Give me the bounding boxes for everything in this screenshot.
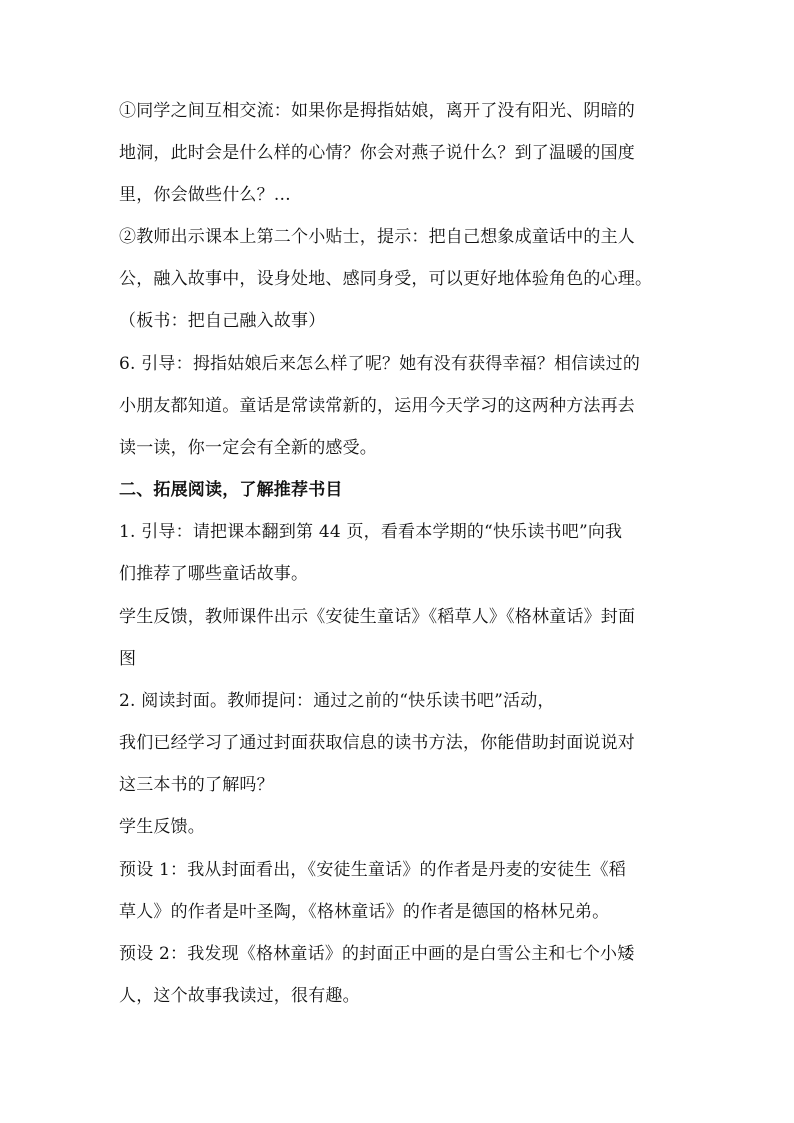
paragraph-line-4: ②教师出示课本上第二个小贴士，提示：把自己想象成童话中的主人 [119, 227, 635, 247]
paragraph-line-19: 预设 1：我从封面看出，《安徒生童话》的作者是丹麦的安徒生《稻 [119, 860, 626, 880]
paragraph-line-20: 草人》的作者是叶圣陶，《格林童话》的作者是德国的格林兄弟。 [119, 902, 610, 922]
paragraph-line-22: 人，这个故事我读过，很有趣。 [119, 986, 360, 1006]
paragraph-line-8: 小朋友都知道。童话是常读常新的，运用今天学习的这两种方法再去 [119, 396, 635, 416]
paragraph-line-18: 学生反馈。 [119, 817, 205, 837]
paragraph-line-7: 6. 引导：拇指姑娘后来怎么样了呢？她有没有获得幸福？相信读过的 [119, 354, 641, 374]
paragraph-line-6: （板书：把自己融入故事） [119, 311, 326, 331]
section-heading: 二、拓展阅读，了解推荐书目 [119, 480, 343, 500]
paragraph-line-11: 1. 引导：请把课本翻到第 44 页，看看本学期的“快乐读书吧”向我 [119, 522, 623, 542]
paragraph-line-12: 们推荐了哪些童话故事。 [119, 564, 309, 584]
paragraph-line-17: 这三本书的了解吗？ [119, 775, 274, 795]
paragraph-line-5: 公，融入故事中，设身处地、感同身受，可以更好地体验角色的心理。 [119, 269, 653, 289]
paragraph-line-1: ①同学之间互相交流：如果你是拇指姑娘，离开了没有阳光、阴暗的 [119, 101, 635, 121]
paragraph-line-2: 地洞，此时会是什么样的心情？你会对燕子说什么？到了温暖的国度 [119, 143, 635, 163]
paragraph-line-9: 读一读，你一定会有全新的感受。 [119, 438, 377, 458]
paragraph-line-13: 学生反馈，教师课件出示《安徒生童话》《稻草人》《格林童话》封面 [119, 607, 636, 627]
paragraph-line-21: 预设 2：我发现《格林童话》的封面正中画的是白雪公主和七个小矮 [119, 944, 635, 964]
paragraph-line-14: 图 [119, 649, 137, 669]
paragraph-line-16: 我们已经学习了通过封面获取信息的读书方法，你能借助封面说说对 [119, 733, 635, 753]
paragraph-line-15: 2. 阅读封面。教师提问：通过之前的“快乐读书吧”活动， [119, 691, 555, 711]
paragraph-line-3: 里，你会做些什么？… [119, 185, 291, 205]
